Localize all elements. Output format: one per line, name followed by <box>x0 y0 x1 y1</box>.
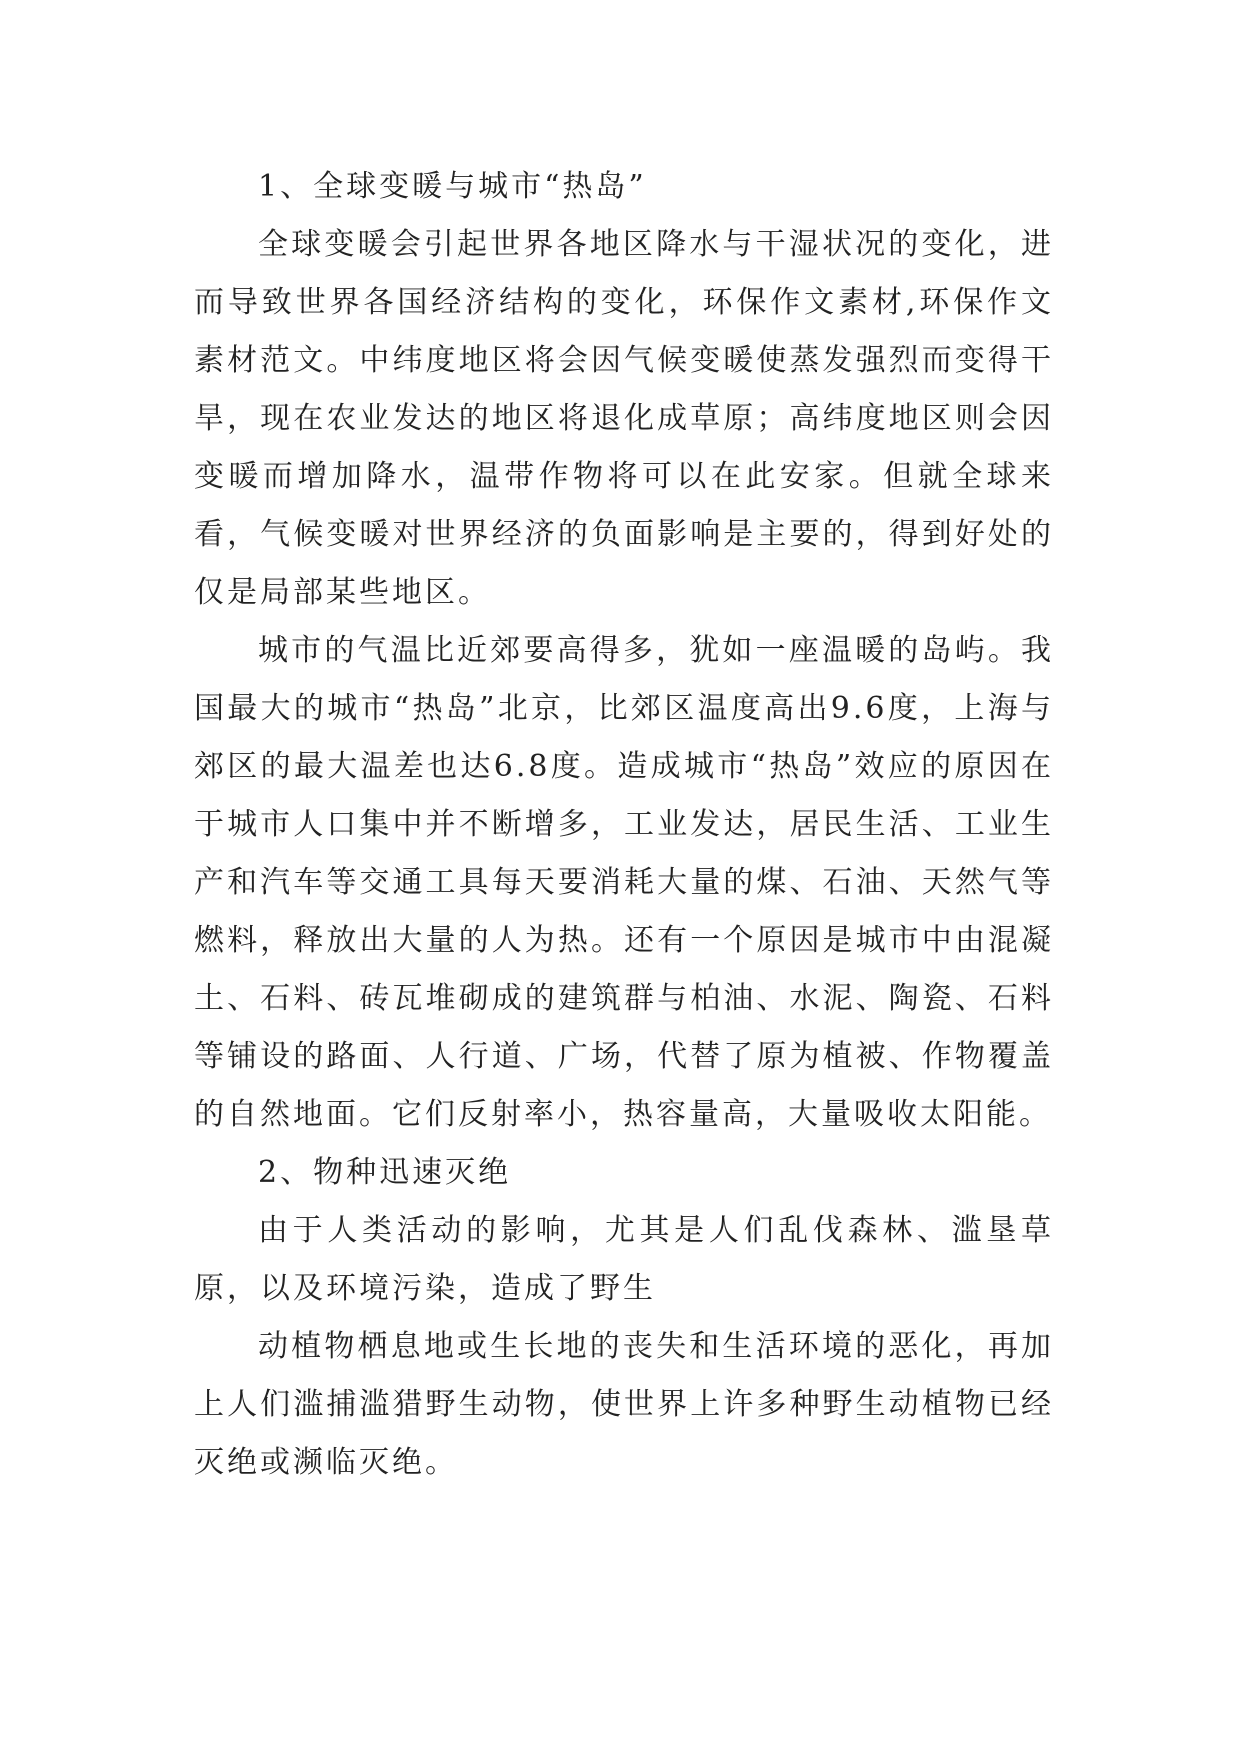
document-body <box>194 158 1054 1492</box>
section-heading-species-extinction: 2、物种迅速灭绝 <box>258 1155 512 1190</box>
section-heading-global-warming: 1、全球变暖与城市“热岛” <box>258 169 647 204</box>
paragraph-human-activity-impact: 由于人类活动的影响，尤其是人们乱伐森林、滥垦草原，以及环境污染，造成了野生 <box>194 1213 1054 1306</box>
paragraph-global-warming-effects: 全球变暖会引起世界各地区降水与干湿状况的变化，进而导致世界各国经济结构的变化，环保作文素材,环保作文素材范文。中纬度地区将会因气候变暖使蒸发强烈而变得干旱，现在农业发达的地区将退化成草原；高纬度地区则会因变暖而增加降水，温带作物将可以在此安家。但就全球来看，气候变暖对世界经济的负面影响是主要的，得到好处的仅是局部某些地区。 <box>194 227 1054 610</box>
paragraph-urban-heat-island: 城市的气温比近郊要高得多，犹如一座温暖的岛屿。我国最大的城市“热岛”北京，比郊区温度高出9.6度，上海与郊区的最大温差也达6.8度。造成城市“热岛”效应的原因在于城市人口集中并不断增多，工业发达，居民生活、工业生产和汽车等交通工具每天要消耗大量的煤、石油、天然气等燃料，释放出大量的人为热。还有一个原因是城市中由混凝土、石料、砖瓦堆砌成的建筑群与柏油、水泥、陶瓷、石料等铺设的路面、人行道、广场，代替了原为植被、作物覆盖的自然地面。它们反射率小，热容量高，大量吸收太阳能。 <box>194 633 1054 1132</box>
paragraph-habitat-loss: 动植物栖息地或生长地的丧失和生活环境的恶化，再加上人们滥捕滥猎野生动物，使世界上许多种野生动植物已经灭绝或濒临灭绝。 <box>194 1329 1054 1480</box>
